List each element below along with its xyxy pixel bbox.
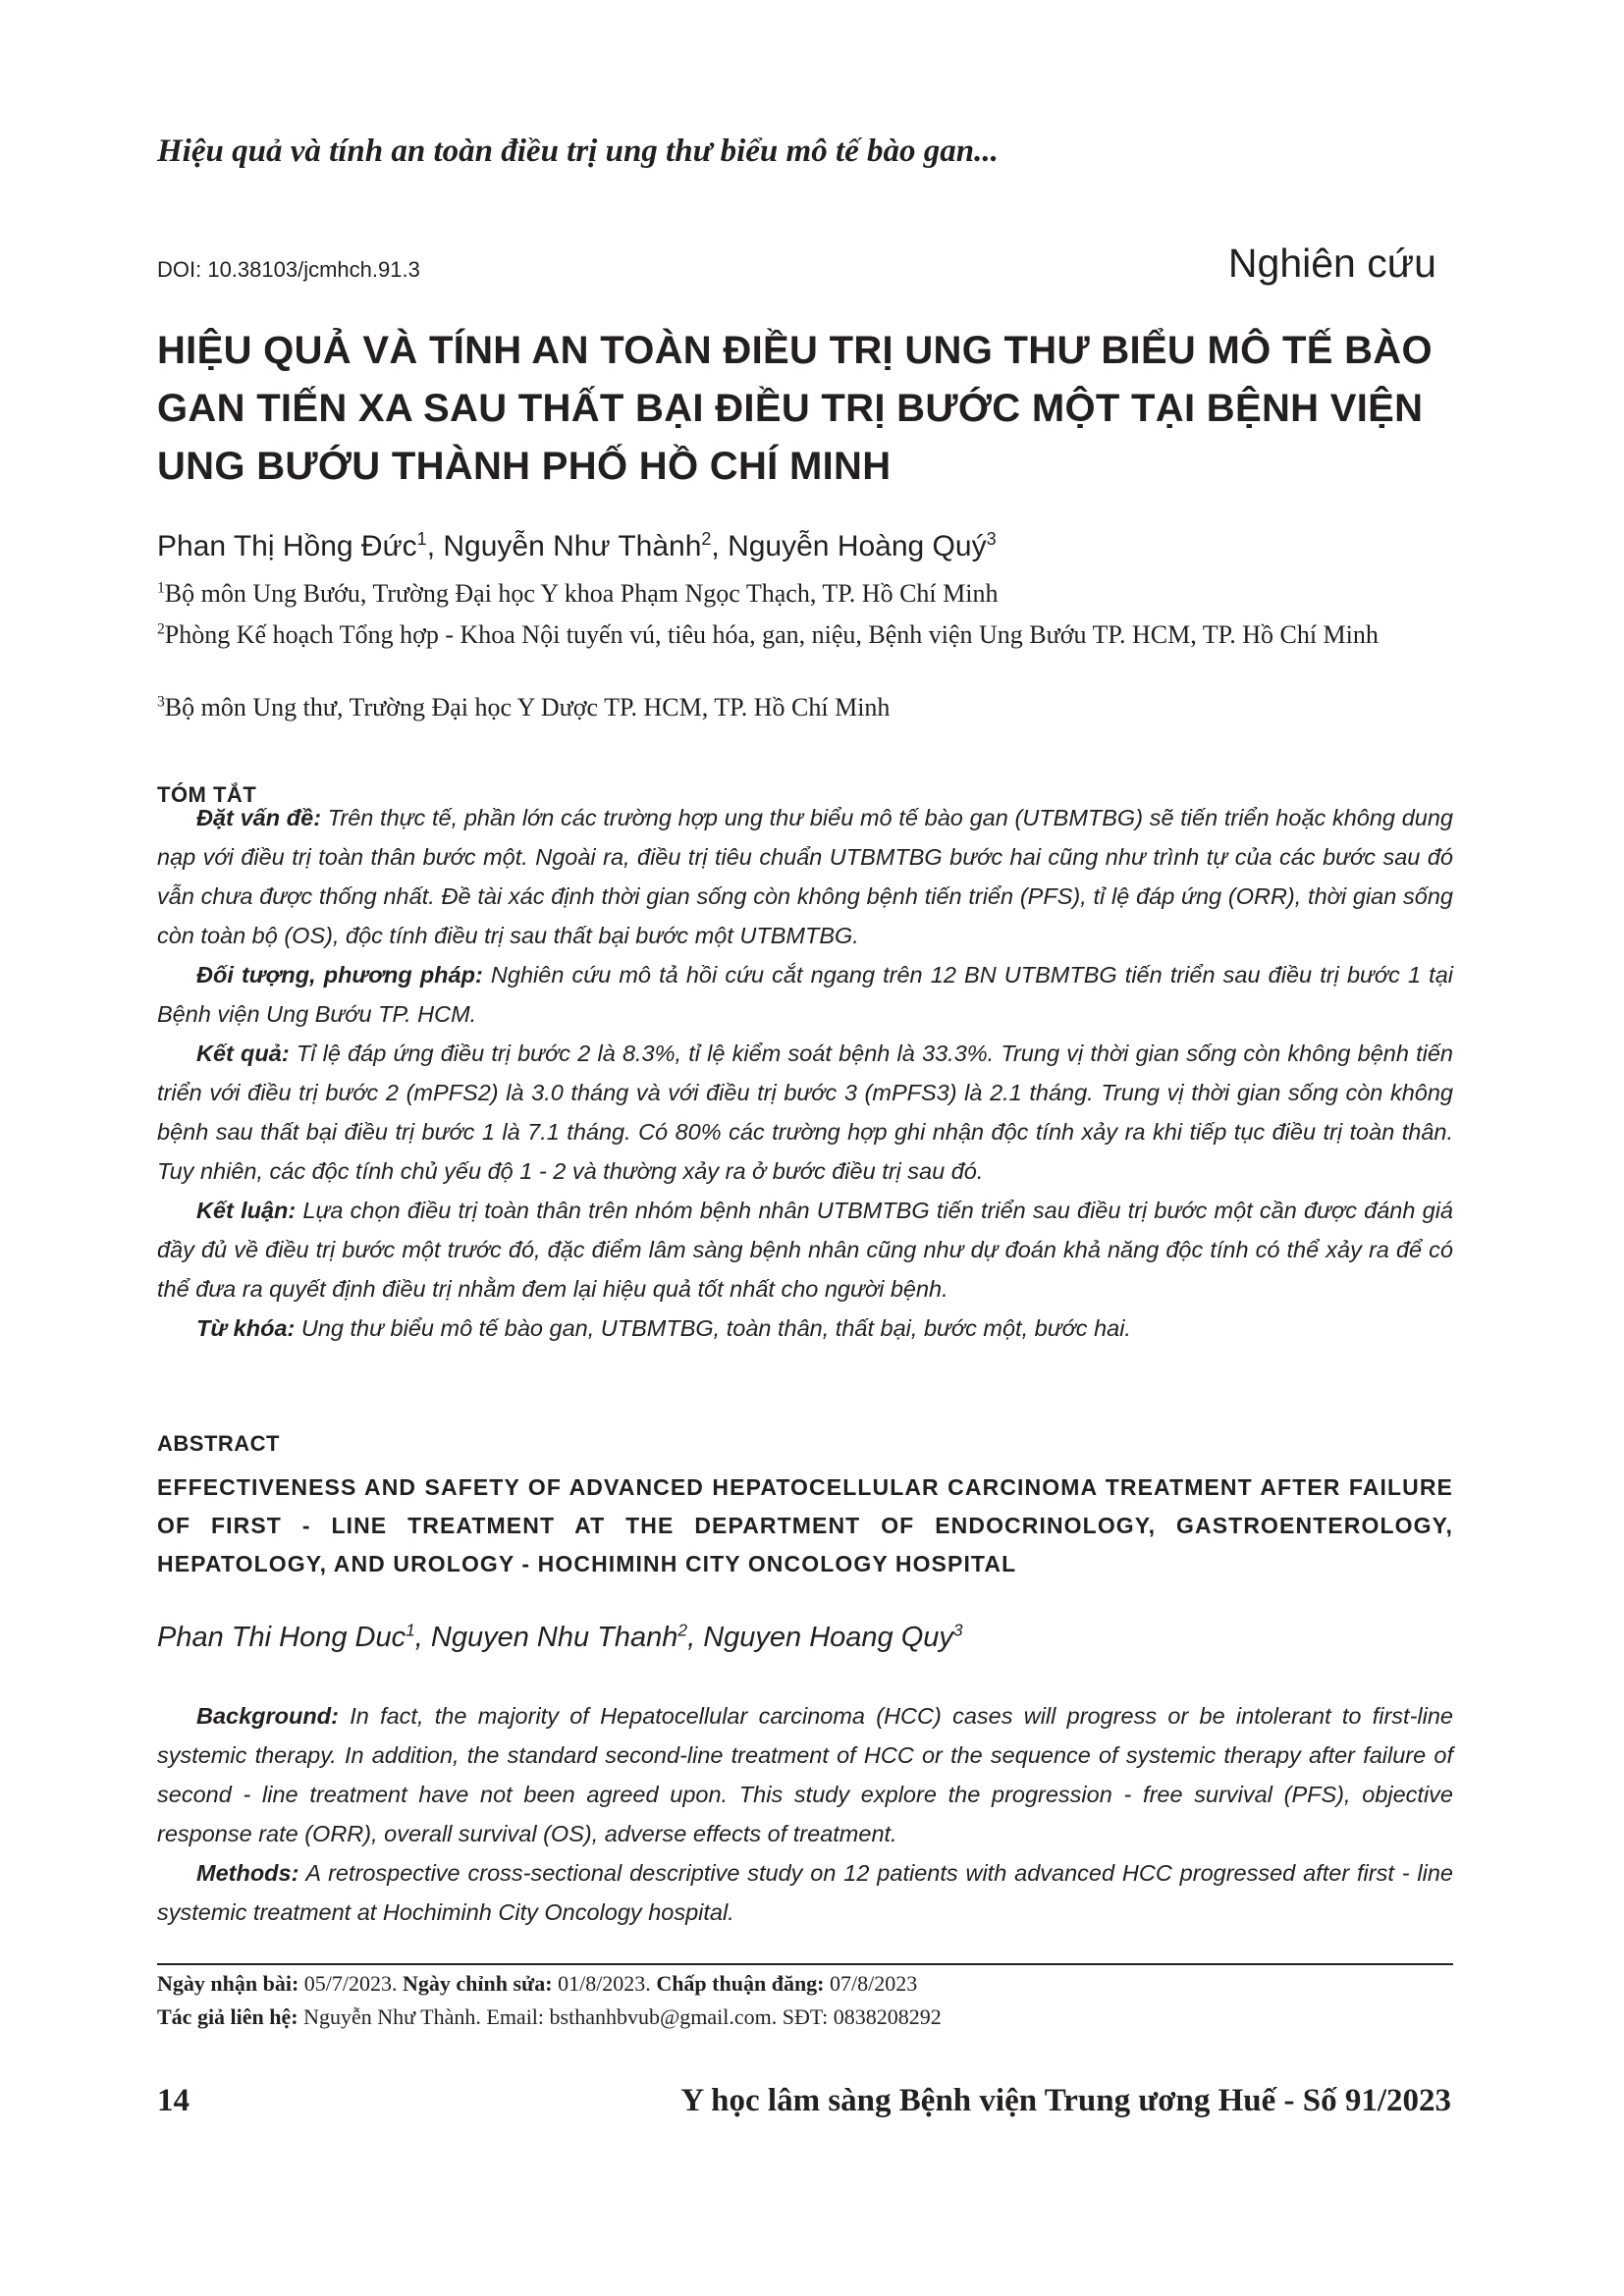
received-label: Ngày nhận bài: <box>157 1971 299 1996</box>
en-abstract-heading: ABSTRACT <box>157 1431 280 1456</box>
paragraph-text: Tỉ lệ đáp ứng điều trị bước 2 là 8.3%, tỉ lệ kiểm soát bệnh là 33.3%. Trung vị thời gian sống còn không bệnh tiến triển với điều trị bước 2 (mPFS2) là 3.0 tháng và với điều trị bước 3 (mPFS3) là 2.1 tháng. Trung vị thời gian sống còn không bệnh sau thất bại điều trị bước 1 là 7.1 tháng. Có 80% các trường hợp ghi nhận độc tính xảy ra khi tiếp tục điều trị toàn thân. Tuy nhiên, các độc tính chủ yếu độ 1 - 2 và thường xảy ra ở bước điều trị sau đó. <box>157 1041 1454 1184</box>
abstract-paragraph <box>157 1191 1453 1308</box>
author-name: Nguyễn Hoàng Quý <box>728 530 987 562</box>
accepted-date: 07/8/2023 <box>824 1971 918 1996</box>
abstract-paragraph <box>157 1696 1453 1853</box>
abstract-paragraph <box>157 1034 1453 1191</box>
affiliation-marker: 3 <box>157 693 165 711</box>
article-title: HIỆU QUẢ VÀ TÍNH AN TOÀN ĐIỀU TRỊ UNG THƯ BIỂU MÔ TẾ BÀO GAN TIẾN XA SAU THẤT BẠI ĐIỀU TRỊ BƯỚC MỘT TẠI BỆNH VIỆN UNG BƯỚU THÀNH PHỐ HỒ CHÍ MINH <box>157 329 1433 488</box>
received-date: 05/7/2023. <box>298 1971 404 1996</box>
abstract-paragraph <box>157 1853 1453 1932</box>
dates-footnote <box>157 1971 917 1997</box>
vi-abstract-body <box>157 798 1453 1348</box>
affiliation-text: Bộ môn Ung thư, Trường Đại học Y Dược TP. HCM, TP. Hồ Chí Minh <box>164 693 891 721</box>
author-affiliation-marker: 2 <box>677 1620 688 1640</box>
accepted-label: Chấp thuận đăng: <box>656 1971 825 1996</box>
paragraph-label: Đối tượng, phương pháp: <box>196 962 483 988</box>
abstract-paragraph <box>157 1308 1453 1348</box>
paragraph-label: Methods: <box>196 1860 299 1886</box>
contact-details: Nguyễn Như Thành. Email: bsthanhbvub@gmail.com. SĐT: 0838208292 <box>298 2004 942 2029</box>
contact-footnote <box>157 2004 942 2030</box>
paragraph-label: Background: <box>196 1703 339 1729</box>
vi-abstract-heading: TÓM TẮT <box>157 782 257 807</box>
journal-name: Y học lâm sàng Bệnh viện Trung ương Huế - Số 91/2023 <box>680 2083 1451 2118</box>
doi: DOI: 10.38103/jcmhch.91.3 <box>157 257 420 282</box>
contact-label: Tác giả liên hệ: <box>157 2004 298 2029</box>
affiliation-text: Phòng Kế hoạch Tổng hợp - Khoa Nội tuyến vú, tiêu hóa, gan, niệu, Bệnh viện Ung Bướu TP. HCM, TP. Hồ Chí Minh <box>164 620 1379 649</box>
section-label: Nghiên cứu <box>1227 240 1436 286</box>
en-abstract-title: EFFECTIVENESS AND SAFETY OF ADVANCED HEPATOCELLULAR CARCINOMA TREATMENT AFTER FAILURE OF FIRST - LINE TREATMENT AT THE DEPARTMENT OF ENDOCRINOLOGY, GASTROENTEROLOGY, HEPATOLOGY, AND UROLOGY - HOCHIMINH CITY ONCOLOGY HOSPITAL <box>157 1474 1453 1576</box>
paragraph-text: Ung thư biểu mô tế bào gan, UTBMTBG, toàn thân, thất bại, bước một, bước hai. <box>295 1315 1131 1341</box>
author-list <box>157 530 997 563</box>
author-name: Phan Thị Hồng Đức <box>157 530 417 562</box>
author-name: Nguyễn Như Thành <box>443 530 702 562</box>
author-affiliation-marker: 3 <box>986 529 997 549</box>
affiliation <box>157 691 1453 724</box>
affiliation <box>157 577 1453 611</box>
paragraph-label: Từ khóa: <box>196 1315 296 1341</box>
author-name: Nguyen Nhu Thanh <box>430 1622 678 1653</box>
abstract-paragraph <box>157 798 1453 955</box>
en-abstract-body <box>157 1696 1453 1932</box>
author-name: Phan Thi Hong Duc <box>157 1622 406 1653</box>
en-author-list <box>157 1622 963 1654</box>
author-separator: , <box>426 530 444 562</box>
paragraph-text: Lựa chọn điều trị toàn thân trên nhóm bệnh nhân UTBMTBG tiến triển sau điều trị bước một cần được đánh giá đầy đủ về điều trị bước một trước đó, đặc điểm lâm sàng bệnh nhân cũng như dự đoán khả năng độc tính có thể xảy ra để có thể đưa ra quyết định điều trị nhằm đem lại hiệu quả tốt nhất cho người bệnh. <box>157 1198 1454 1302</box>
paragraph-label: Kết luận: <box>196 1198 297 1223</box>
running-head: Hiệu quả và tính an toàn điều trị ung thư biểu mô tế bào gan... <box>157 133 999 169</box>
author-separator: , <box>711 530 729 562</box>
author-name: Nguyen Hoang Quy <box>703 1622 953 1653</box>
author-affiliation-marker: 3 <box>952 1620 963 1640</box>
author-affiliation-marker: 1 <box>416 529 427 549</box>
paragraph-text: A retrospective cross-sectional descriptive study on 12 patients with advanced HCC progressed after first - line systemic treatment at Hochiminh City Oncology hospital. <box>157 1860 1453 1925</box>
revised-label: Ngày chỉnh sửa: <box>403 1971 553 1996</box>
revised-date: 01/8/2023. <box>552 1971 657 1996</box>
abstract-paragraph <box>157 955 1453 1034</box>
page-number: 14 <box>157 2083 189 2118</box>
author-affiliation-marker: 2 <box>701 529 712 549</box>
affiliation-marker: 1 <box>157 579 165 597</box>
paragraph-text: Trên thực tế, phần lớn các trường hợp ung thư biểu mô tế bào gan (UTBMTBG) sẽ tiến triển hoặc không dung nạp với điều trị toàn thân bước một. Ngoài ra, điều trị tiêu chuẩn UTBMTBG bước hai cũng như trình tự của các bước sau đó vẫn chưa được thống nhất. Đề tài xác định thời gian sống còn không bệnh tiến triển (PFS), tỉ lệ đáp ứng (ORR), thời gian sống còn toàn bộ (OS), độc tính điều trị sau thất bại bước một UTBMTBG. <box>157 805 1453 948</box>
paragraph-text: In fact, the majority of Hepatocellular carcinoma (HCC) cases will progress or be intolerant to first-line systemic therapy. In addition, the standard second-line treatment of HCC or the sequence of systemic therapy after failure of second - line treatment have not been agreed upon. This study explore the progression - free survival (PFS), objective response rate (ORR), overall survival (OS), adverse effects of treatment. <box>157 1703 1453 1846</box>
author-separator: , <box>414 1622 431 1653</box>
footnote-divider <box>157 1963 1453 1965</box>
author-affiliation-marker: 1 <box>406 1620 415 1640</box>
affiliation-marker: 2 <box>157 620 165 638</box>
paragraph-text: Nghiên cứu mô tả hồi cứu cắt ngang trên 12 BN UTBMTBG tiến triển sau điều trị bước 1 tại Bệnh viện Ung Bướu TP. HCM. <box>157 962 1454 1027</box>
paragraph-label: Đặt vấn đề: <box>196 805 322 830</box>
affiliation-text: Bộ môn Ung Bướu, Trường Đại học Y khoa Phạm Ngọc Thạch, TP. Hồ Chí Minh <box>164 579 999 608</box>
paragraph-label: Kết quả: <box>196 1041 290 1066</box>
affiliation <box>157 618 1453 652</box>
author-separator: , <box>687 1622 704 1653</box>
